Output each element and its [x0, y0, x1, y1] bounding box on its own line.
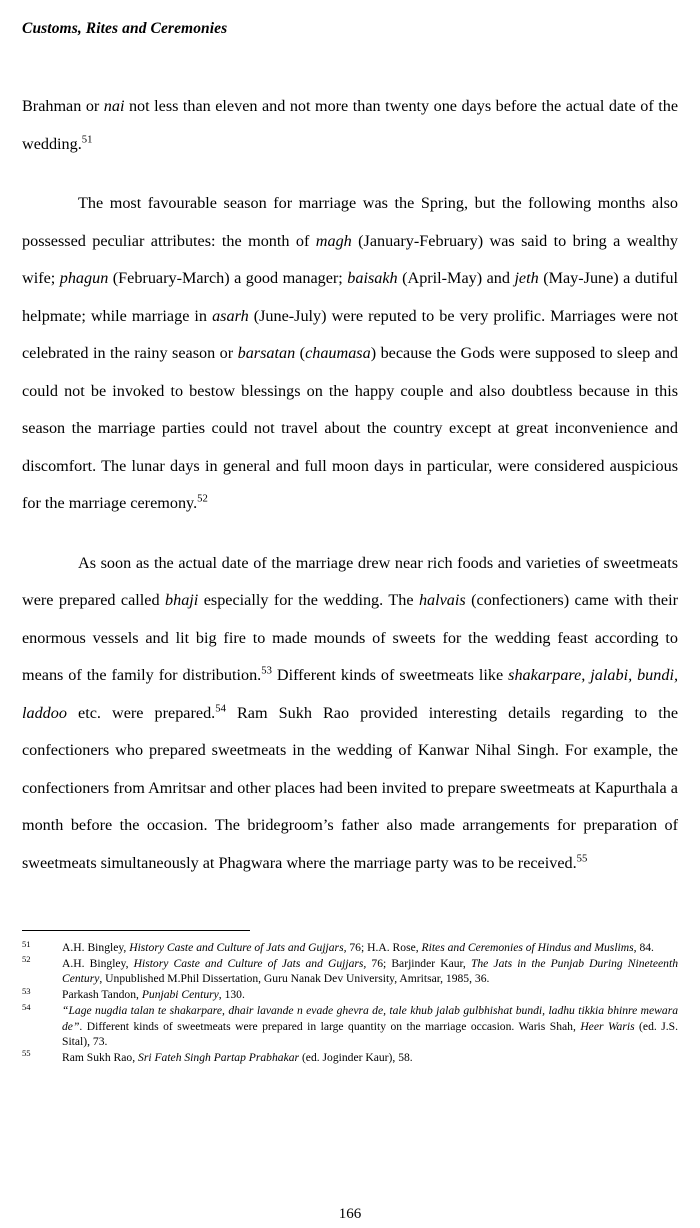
text-run: not less than eleven and not more than twenty one days before the actual date of the wedding.	[22, 97, 679, 153]
text-run: (February-March) a good manager;	[108, 269, 348, 287]
footnote-text	[62, 1004, 678, 1048]
footnote-reference[interactable]: 51	[81, 133, 93, 146]
italic-term: Rites and Ceremonies of Hindus and Muslims	[421, 941, 634, 954]
text-run: (May-June) a dutiful helpmate; while marriage in	[22, 269, 678, 325]
italic-term: “Lage nugdia talan te shakarpare, dhair lavande n evade ghevra de, tale khub jalab gulbhishat bundi, ladhu tikkia bhinre mewara de”	[62, 1004, 678, 1033]
text-run: (ed. J.S. Sital), 73.	[62, 1019, 678, 1048]
page-number: 166	[338, 1206, 362, 1222]
text-run: (	[295, 344, 306, 362]
footnote-54	[22, 1003, 678, 1049]
italic-term: chaumasa	[305, 344, 371, 362]
text-run: Different kinds of sweetmeats like	[271, 666, 509, 684]
italic-term: Heer Waris	[580, 1019, 635, 1033]
text-run: A.H. Bingley,	[62, 956, 134, 970]
italic-term: History Caste and Culture of Jats and Gujjars,	[133, 956, 367, 970]
text-run: especially for the wedding. The	[198, 591, 419, 609]
italic-term: barsatan	[237, 344, 296, 362]
text-run: Ram Sukh Rao provided interesting details regarding to the confectioners who prepared sweetmeats in the wedding of Kanwar Nihal Singh. For example, the confectioners from Amritsar and other places had been invited to prepare sweetmeats at Kapurthala a month before the occasion. The bridegroom’s father also made arrangements for preparation of sweetmeats simultaneously at Phagwara where the marriage party was to be received.	[22, 703, 679, 872]
footnote-number[interactable]: 54	[22, 1001, 31, 1012]
paragraph-sweetmeats	[22, 545, 678, 883]
footnote-number[interactable]: 55	[22, 1048, 31, 1059]
italic-term: bhaji	[165, 591, 199, 609]
body-text-block	[22, 88, 678, 882]
footnote-reference[interactable]: 52	[197, 492, 208, 505]
footnote-number[interactable]: 52	[22, 954, 31, 965]
text-run: etc. were prepared.	[66, 703, 216, 722]
text-run: (January-February) was said to bring a wealthy wife;	[22, 231, 678, 287]
italic-term: magh	[315, 231, 352, 250]
text-run: Brahman or	[22, 97, 104, 115]
text-run: 76; H.A. Rose,	[346, 941, 422, 954]
footnote-number[interactable]: 51	[22, 938, 31, 949]
text-run: , Unpublished M.Phil Dissertation, Guru Nanak Dev University, Amritsar, 1985, 36.	[99, 972, 490, 986]
paragraph-continued	[22, 88, 678, 163]
italic-term: jeth	[514, 269, 539, 287]
text-run: Parkash Tandon,	[62, 988, 142, 1002]
footnote-text	[62, 941, 654, 954]
italic-term: asarh	[212, 306, 249, 325]
text-run: A.H. Bingley,	[62, 941, 130, 954]
footnote-separator-rule	[22, 930, 250, 931]
running-head: Customs, Rites and Ceremonies	[22, 20, 228, 37]
text-run: The most favourable season for marriage was the Spring, but the following months also possessed peculiar attributes: the month of	[22, 194, 678, 250]
footnote-51	[22, 940, 678, 955]
italic-term: History Caste and Culture of Jats and Gujjars,	[129, 941, 347, 954]
italic-term: shakarpare, jalabi, bundi, laddoo	[22, 666, 678, 722]
italic-term: baisakh	[347, 269, 398, 287]
text-run: (confectioners) came with their enormous vessels and lit big fire to made mounds of sweets for the wedding feast according to means of the family for distribution.	[22, 591, 678, 684]
italic-term: Punjabi Century	[141, 988, 219, 1002]
italic-term: halvais	[418, 591, 466, 609]
footnote-text	[62, 957, 678, 985]
text-run: Ram Sukh Rao,	[62, 1050, 139, 1064]
footnote-reference[interactable]: 53	[261, 664, 272, 677]
text-run: (April-May) and	[397, 269, 515, 287]
footnote-section	[22, 930, 678, 1066]
paragraph-marriage-season	[22, 185, 678, 523]
text-run: . Different kinds of sweetmeats were prepared in large quantity on the marriage occasion. Waris Shah,	[79, 1019, 581, 1033]
text-run: , 84.	[633, 941, 654, 954]
text-run: (June-July) were reputed to be very prolific. Marriages were not celebrated in the rainy season or	[22, 306, 678, 362]
text-run: As soon as the actual date of the marriage drew near rich foods and varieties of sweetmeats were prepared called	[22, 553, 678, 609]
footnote-reference[interactable]: 55	[576, 852, 588, 865]
footnote-text	[62, 988, 245, 1001]
footnote-53	[22, 987, 678, 1002]
footnote-text	[62, 1051, 413, 1064]
italic-term: The Jats in the Punjab During Nineteenth Century	[62, 956, 679, 986]
text-run: ) because the Gods were supposed to sleep and could not be invoked to bestow blessings on the happy couple and also doubtless because in this season the marriage parties could not travel about the country except at great inconvenience and discomfort. The lunar days in general and full moon days in particular, were considered auspicious for the marriage ceremony.	[22, 344, 679, 512]
text-run: 76; Barjinder Kaur,	[366, 956, 471, 970]
footnote-52	[22, 956, 678, 987]
text-run: (ed. Joginder Kaur), 58.	[299, 1050, 413, 1064]
footnote-list	[22, 940, 678, 1065]
footnote-reference[interactable]: 54	[215, 702, 226, 715]
italic-term: nai	[103, 97, 125, 115]
italic-term: Sri Fateh Singh Partap Prabhakar	[138, 1050, 300, 1064]
italic-term: phagun	[59, 269, 109, 287]
text-run: , 130.	[218, 988, 245, 1002]
footnote-55	[22, 1050, 678, 1065]
footnote-number[interactable]: 53	[22, 985, 31, 996]
